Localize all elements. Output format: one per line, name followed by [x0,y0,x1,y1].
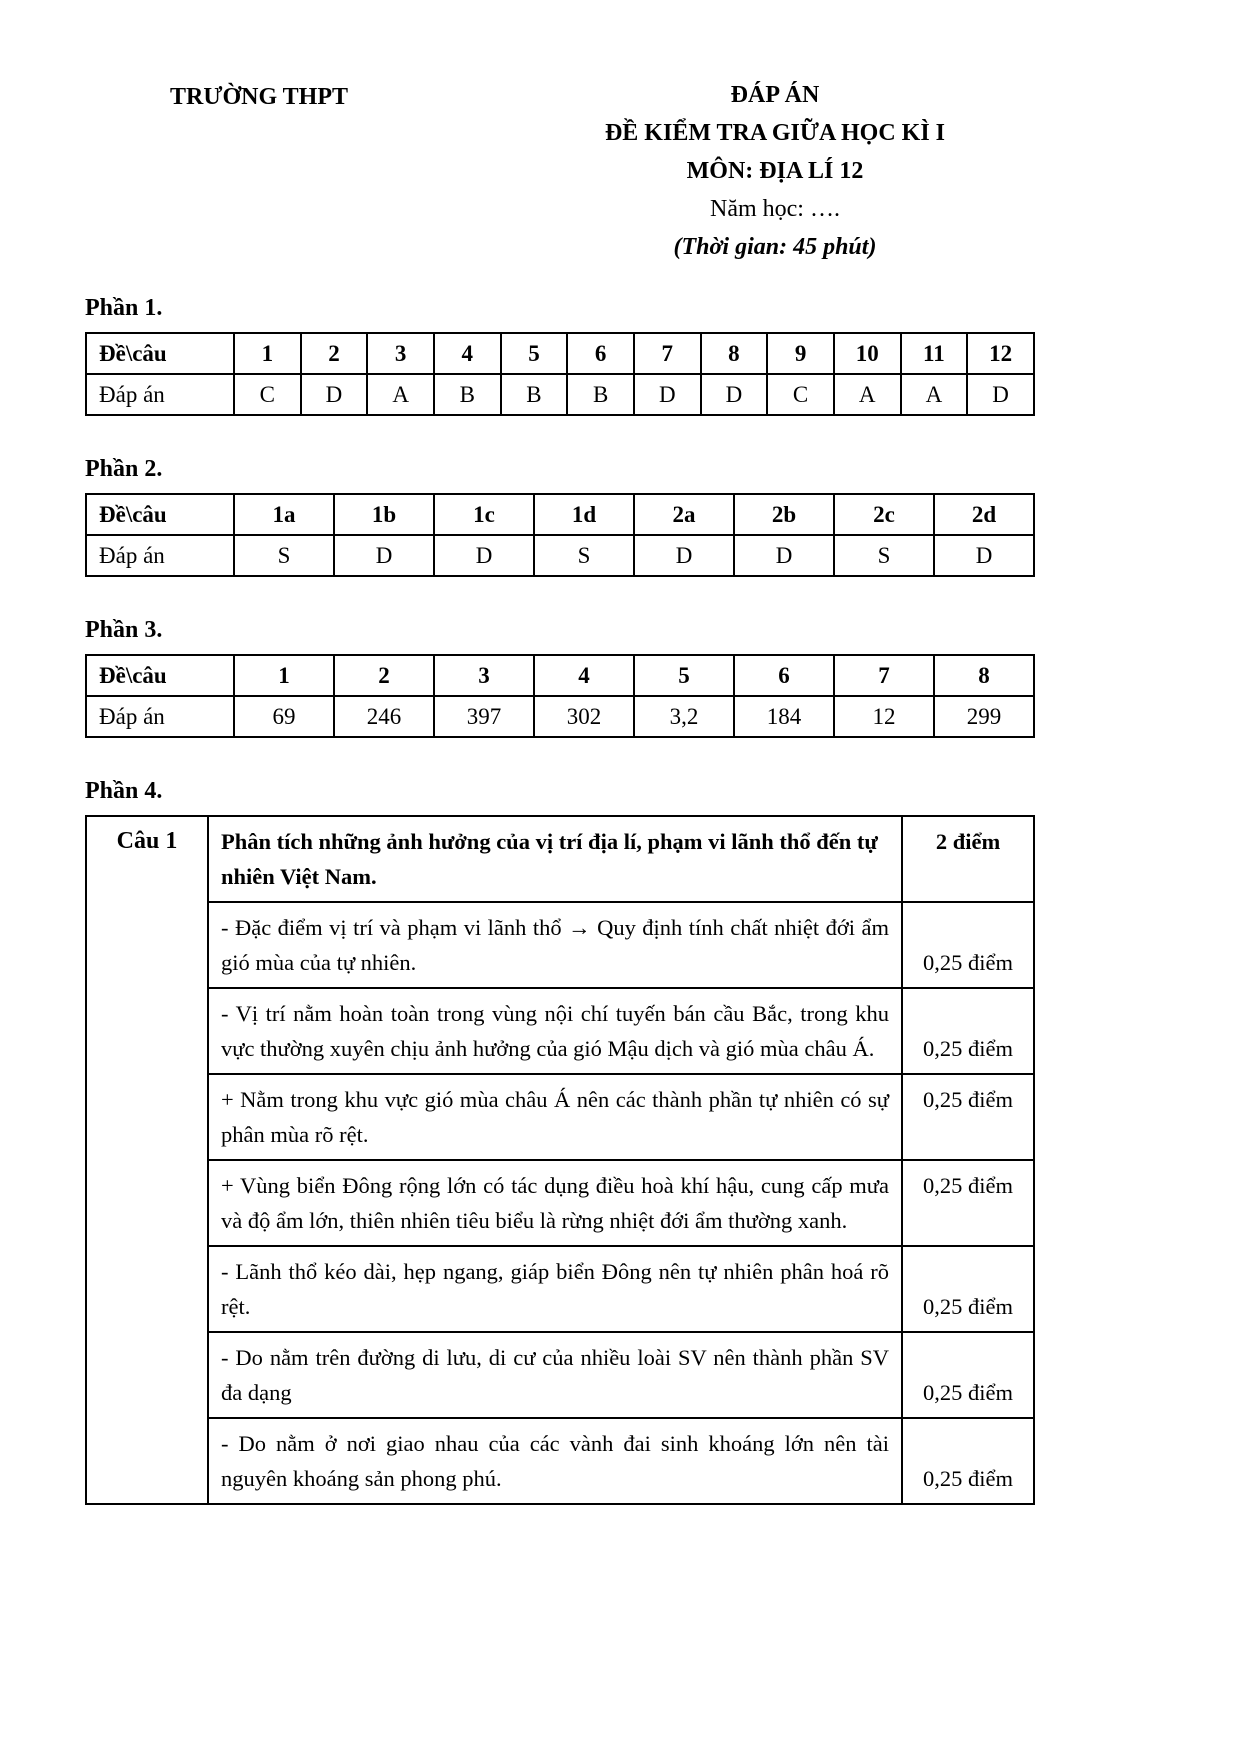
answer-cell: 397 [434,696,534,737]
score-cell: 0,25 điểm [902,1160,1034,1246]
essay-point-cell: + Nằm trong khu vực gió mùa châu Á nên các thành phần tự nhiên có sự phân mùa rõ rệt. [208,1074,902,1160]
column-header-cell: 4 [434,333,501,374]
essay-point-cell: - Vị trí nằm hoàn toàn trong vùng nội chí tuyến bán cầu Bắc, trong khu vực thường xuyên chịu ảnh hưởng của gió Mậu dịch và gió mùa châu Á. [208,988,902,1074]
essay-row [86,988,1034,1074]
answer-cell: D [301,374,368,415]
answer-cell: 12 [834,696,934,737]
part4-essay-table [85,815,1035,1505]
essay-point-cell: + Vùng biển Đông rộng lớn có tác dụng điều hoà khí hậu, cung cấp mưa và độ ẩm lớn, thiên nhiên tiêu biểu là rừng nhiệt đới ẩm thường xanh. [208,1160,902,1246]
total-score-cell: 2 điểm [902,816,1034,902]
essay-point-cell: - Lãnh thổ kéo dài, hẹp ngang, giáp biển Đông nên tự nhiên phân hoá rõ rệt. [208,1246,902,1332]
essay-point-cell: - Do nằm trên đường di lưu, di cư của nhiều loài SV nên thành phần SV đa dạng [208,1332,902,1418]
essay-row [86,1246,1034,1332]
column-header-cell: 8 [701,333,768,374]
answer-cell: S [534,535,634,576]
column-header-cell: 1b [334,494,434,535]
answer-cell: 302 [534,696,634,737]
score-cell: 0,25 điểm [902,988,1034,1074]
answer-cell: B [501,374,568,415]
part3-label: Phần 3. [85,617,163,643]
column-header-cell: 1 [234,333,301,374]
answer-cell: S [834,535,934,576]
doc-duration: (Thời gian: 45 phút) [673,234,877,260]
answer-cell: D [634,374,701,415]
column-header-cell: 9 [767,333,834,374]
score-cell: 0,25 điểm [902,1246,1034,1332]
answer-cell: A [901,374,968,415]
answer-cell: B [567,374,634,415]
column-header-cell: 1a [234,494,334,535]
part2-label: Phần 2. [85,456,163,482]
answer-cell: 299 [934,696,1034,737]
answer-cell: D [734,535,834,576]
part1-answer-table [85,332,1035,416]
column-header-cell: 1d [534,494,634,535]
column-header-cell: 10 [834,333,901,374]
column-header-cell: 6 [734,655,834,696]
column-header-cell: 7 [634,333,701,374]
part1-label: Phần 1. [85,295,163,321]
column-header-cell: 7 [834,655,934,696]
part2-answer-table [85,493,1035,577]
part4-label: Phần 4. [85,778,163,804]
essay-row [86,1160,1034,1246]
answer-cell: D [334,535,434,576]
school-name: TRƯỜNG THPT [170,84,349,110]
title-block [470,82,1080,272]
corner-cell: Đề\câu [86,655,234,696]
column-header-cell: 2d [934,494,1034,535]
column-header-cell: 8 [934,655,1034,696]
answer-cell: C [234,374,301,415]
essay-point-cell: - Đặc điểm vị trí và phạm vi lãnh thổ → Quy định tính chất nhiệt đới ẩm gió mùa của tự nhiên. [208,902,902,988]
column-header-cell: 6 [567,333,634,374]
part3-answer-table [85,654,1035,738]
column-header-cell: 5 [634,655,734,696]
essay-question-cell: Phân tích những ảnh hưởng của vị trí địa lí, phạm vi lãnh thổ đến tự nhiên Việt Nam. [208,816,902,902]
essay-row [86,1332,1034,1418]
row-label-cell: Đáp án [86,696,234,737]
doc-school-year: Năm học: …. [710,196,840,222]
essay-row [86,1074,1034,1160]
score-cell: 0,25 điểm [902,902,1034,988]
column-header-cell: 5 [501,333,568,374]
column-header-cell: 2 [301,333,368,374]
answer-cell: D [434,535,534,576]
answer-cell: 246 [334,696,434,737]
table-header-row [86,655,1034,696]
answer-cell: A [367,374,434,415]
doc-subject: MÔN: ĐỊA LÍ 12 [686,158,864,184]
score-cell: 0,25 điểm [902,1074,1034,1160]
doc-title: ĐÁP ÁN [730,82,820,108]
answer-cell: D [934,535,1034,576]
document-content [85,295,1035,1505]
score-cell: 0,25 điểm [902,1332,1034,1418]
column-header-cell: 4 [534,655,634,696]
question-number-cell: Câu 1 [86,816,208,1504]
row-label-cell: Đáp án [86,374,234,415]
answer-cell: S [234,535,334,576]
essay-row [86,902,1034,988]
table-header-row [86,494,1034,535]
corner-cell: Đề\câu [86,333,234,374]
table-header-row [86,333,1034,374]
score-cell: 0,25 điểm [902,1418,1034,1504]
corner-cell: Đề\câu [86,494,234,535]
column-header-cell: 11 [901,333,968,374]
answer-cell: A [834,374,901,415]
answer-cell: C [767,374,834,415]
essay-header-row [86,816,1034,902]
column-header-cell: 3 [367,333,434,374]
column-header-cell: 2c [834,494,934,535]
answer-cell: B [434,374,501,415]
essay-point-cell: - Do nằm ở nơi giao nhau của các vành đai sinh khoáng lớn nên tài nguyên khoáng sản phong phú. [208,1418,902,1504]
column-header-cell: 12 [967,333,1034,374]
answer-cell: 3,2 [634,696,734,737]
table-answer-row [86,696,1034,737]
essay-row [86,1418,1034,1504]
column-header-cell: 2b [734,494,834,535]
table-answer-row [86,374,1034,415]
answer-cell: 69 [234,696,334,737]
column-header-cell: 1c [434,494,534,535]
doc-subtitle: ĐỀ KIỂM TRA GIỮA HỌC KÌ I [604,120,946,146]
answer-cell: D [701,374,768,415]
column-header-cell: 2 [334,655,434,696]
column-header-cell: 1 [234,655,334,696]
column-header-cell: 3 [434,655,534,696]
row-label-cell: Đáp án [86,535,234,576]
answer-cell: D [967,374,1034,415]
table-answer-row [86,535,1034,576]
answer-cell: D [634,535,734,576]
column-header-cell: 2a [634,494,734,535]
answer-cell: 184 [734,696,834,737]
